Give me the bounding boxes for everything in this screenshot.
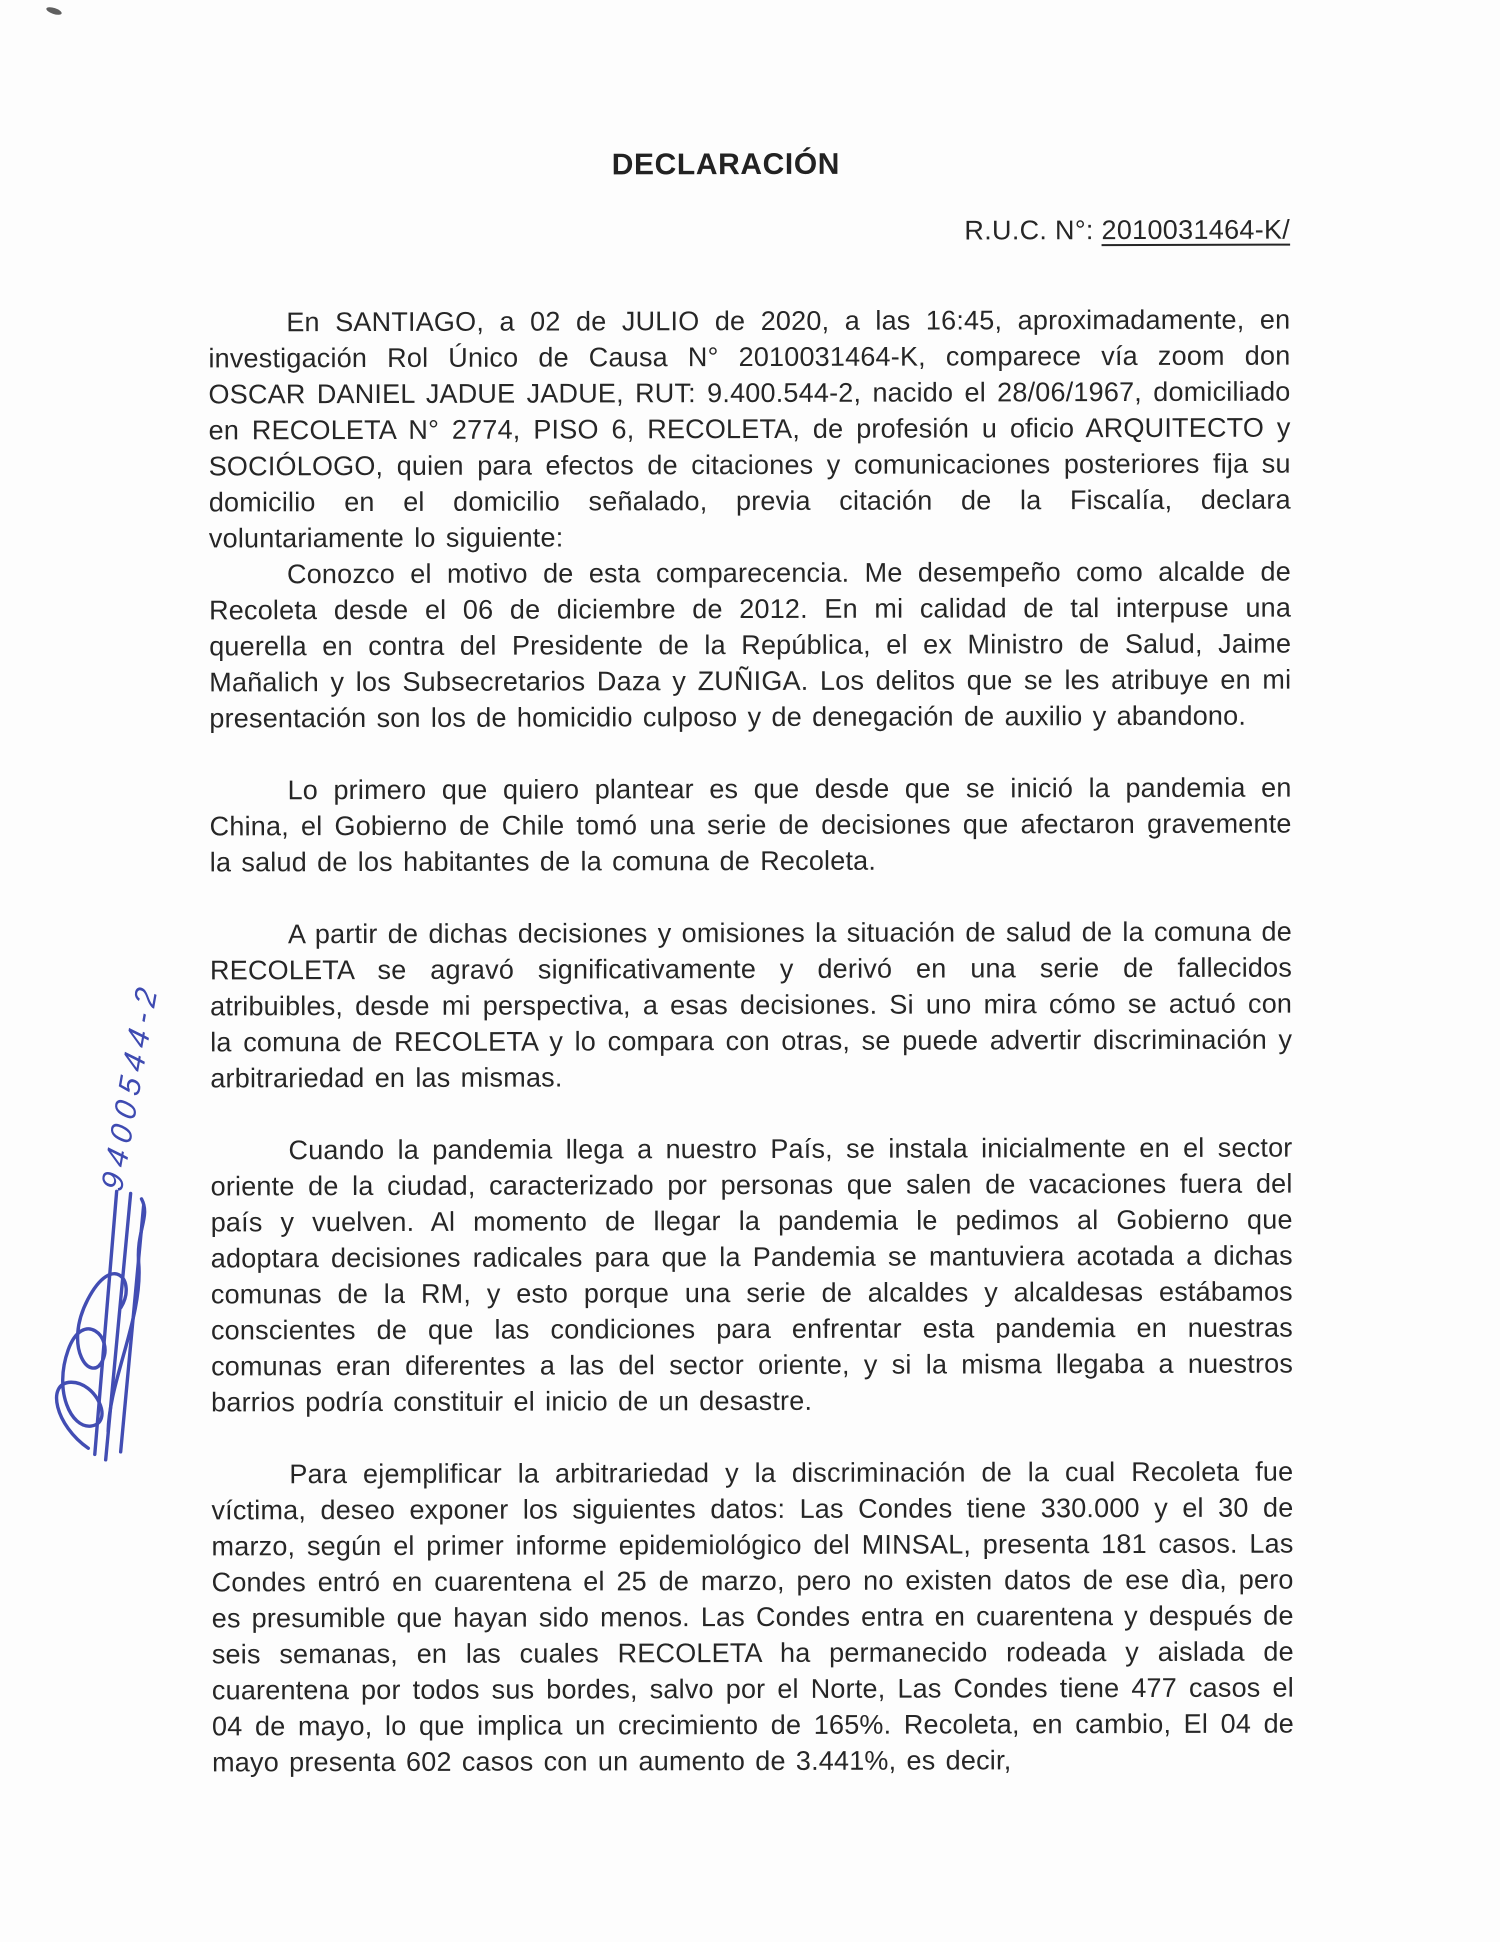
paragraph-statement: Conozco el motivo de esta comparecencia. Me desempeño como alcalde de Recoleta desde el 06 de diciembre de 2012. En mi calidad de tal interpuse una querella en contra del Presidente de la República, el ex Ministro de Salud, Jaime Mañalich y los Subsecretarios Daza y ZUÑIGA. Los delitos que se les atribuye en mi presentación son los de homicidio culposo y de denegación de auxilio y abandono. (209, 556, 1292, 734)
document-content (208, 147, 1294, 1781)
ruc-line (208, 215, 1290, 249)
signature-graphic (11, 1175, 214, 1471)
paragraph-pandemic-start: Lo primero que quiero plantear es que desde que se inició la pandemia en China, el Gobierno de Chile tomó una serie de decisiones que afectaron gravemente la salud de los habitantes de la comuna de Recoleta. (209, 772, 1292, 878)
paragraph-consequences: A partir de dichas decisiones y omisiones la situación de salud de la comuna de RECOLETA se agravó significativamente y derivó en una serie de fallecidos atribuibles, desde mi perspectiva, a esas decisiones. Si uno mira cómo se actuó con la comuna de RECOLETA y lo compara con otras, se puede advertir discriminación y arbitrariedad en las mismas. (209, 916, 1293, 1094)
paragraph-statistics: Para ejemplificar la arbitrariedad y la discriminación de la cual Recoleta fue víctima, deseo exponer los siguientes datos: Las Condes tiene 330.000 y el 30 de marzo, según el primer informe epidemiológico del MINSAL, presenta 181 casos. Las Condes entró en cuarentena el 25 de marzo, pero no existen datos de ese dìa, pero es presumible que hayan sido menos. Las Condes entra en cuarentena y después de seis semanas, en las cuales RECOLETA ha permanecido rodeada y aislada de cuarentena por todos sus bordes, salvo por el Norte, Las Condes tiene 477 casos el 04 de mayo, lo que implica un crecimiento de 165%. Recoleta, en cambio, El 04 de mayo presenta 602 casos con un aumento de 3.441%, es decir, (211, 1456, 1295, 1778)
paragraph-appearance: En SANTIAGO, a 02 de JULIO de 2020, a las 16:45, aproximadamente, en investigación Rol Único de Causa N° 2010031464-K, comparece vía zoom don OSCAR DANIEL JADUE JADUE, RUT: 9.400.544-2, nacido el 28/06/1967, domiciliado en RECOLETA N° 2774, PISO 6, RECOLETA, de profesión u oficio ARQUITECTO y SOCIÓLOGO, quien para efectos de citaciones y comunicaciones posteriores fija su domicilio en el domicilio señalado, previa citación de la Fiscalía, declara voluntariamente lo siguiente: (208, 304, 1291, 554)
signature-scribble (11, 1175, 214, 1471)
paragraph-sector-oriente: Cuando la pandemia llega a nuestro País, se instala inicialmente en el sector oriente de la ciudad, caracterizado por personas que salen de vacaciones fuera del país y vuelven. Al momento de llegar la pandemia le pedimos al Gobierno que adoptara decisiones radicales para que la Pandemia se mantuviera acotada a dichas comunas de la RM, y esto porque una serie de alcaldes y alcaldesas estábamos conscientes de que las condiciones para enfrentar esta pandemia en nuestras comunas eran diferentes a las del sector oriente, y si la misma llegaba a nuestros barrios podría constituir el inicio de un desastre. (210, 1132, 1294, 1418)
ruc-label: R.U.C. N°: (964, 215, 1102, 246)
handwritten-rut: 9400544-2 (94, 976, 166, 1195)
ruc-value: 2010031464-K/ (1101, 214, 1291, 246)
document-title: DECLARACIÓN (611, 147, 841, 182)
scan-artifact (45, 6, 62, 17)
